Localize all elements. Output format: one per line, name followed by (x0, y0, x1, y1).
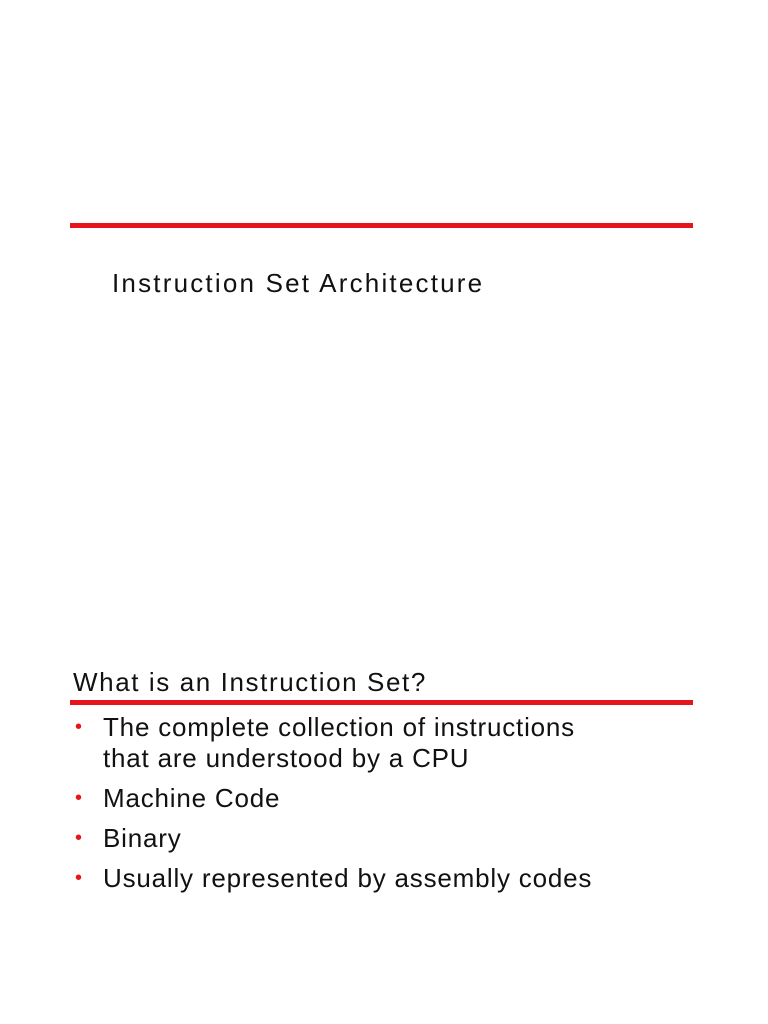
list-item (75, 783, 715, 814)
bullet-text: Machine Code (103, 783, 281, 813)
bullet-text: Usually represented by assembly codes (103, 863, 593, 893)
list-item (75, 823, 715, 854)
list-item (75, 712, 715, 774)
bullet-text: The complete collection of instructions that are understood by a CPU (103, 712, 575, 773)
bullet-icon: • (75, 867, 83, 889)
bullet-icon: • (75, 716, 83, 738)
list-item (75, 863, 715, 894)
bullet-text: Binary (103, 823, 182, 853)
bullet-icon: • (75, 787, 83, 809)
title-divider (70, 223, 693, 228)
slide-title: Instruction Set Architecture (112, 268, 485, 298)
bullet-icon: • (75, 827, 83, 849)
heading-divider (70, 700, 693, 705)
slide-heading: What is an Instruction Set? (73, 667, 427, 697)
bullet-list (75, 712, 715, 903)
content-slide (0, 512, 768, 1024)
